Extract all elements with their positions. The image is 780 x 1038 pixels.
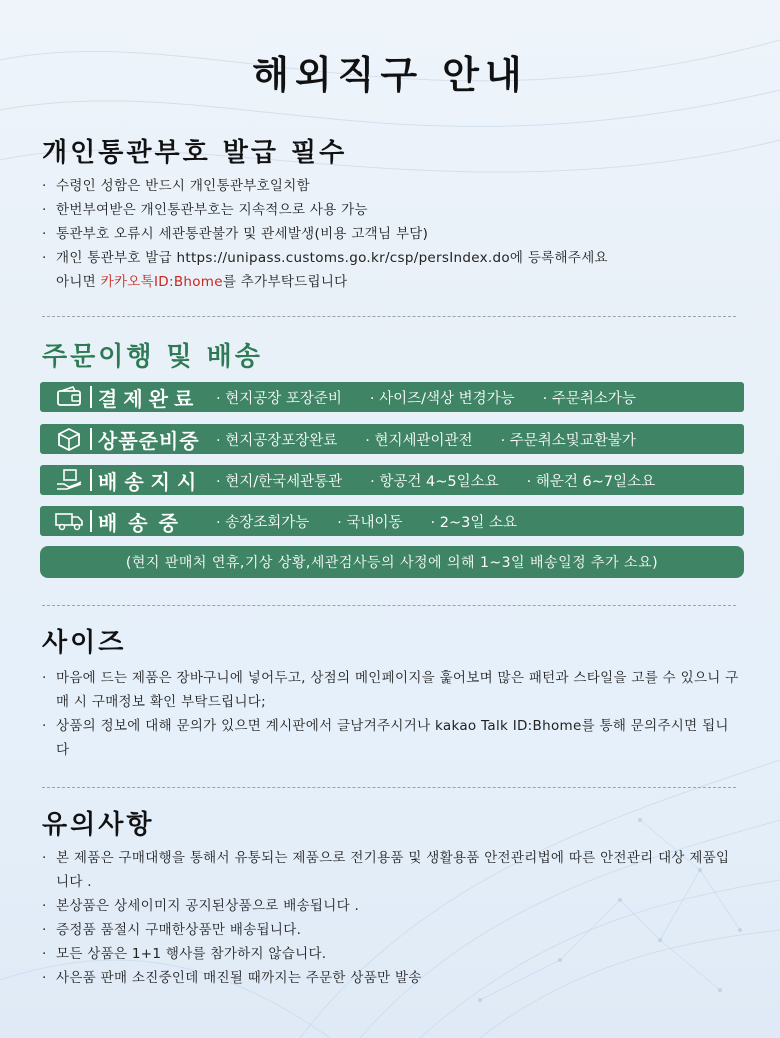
list-item: · 상품의 정보에 대해 문의가 있으면 계시판에서 글남겨주시거나 kakao Talk ID:Bhome를 통해 문의주시면 됩니다 [42,718,729,758]
notice-bullets [42,846,742,990]
separator [90,428,92,450]
status-bar-preparing [40,424,744,454]
status-detail: · 해운건 6~7일소요 [526,473,656,490]
status-detail: · 현지공장 포장준비 [216,390,342,407]
separator [90,469,92,491]
status-title: 상품준비중 [98,428,200,453]
list-item: · 한번부여받은 개인통관부호는 지속적으로 사용 가능 [42,202,368,218]
status-bar-payment-complete [40,382,744,412]
status-detail: · 주문취소및교환불가 [500,432,636,449]
list-item: · 수령인 성함은 반드시 개인통관부호일치함 [42,178,310,194]
section-customs-code-heading: 개인통관부호 발급 필수 [42,138,348,168]
status-detail: · 현지세관이관전 [365,432,473,449]
kakao-id-text: 카카오톡ID:Bhome [100,274,223,290]
status-detail: · 2~3일 소요 [430,514,517,531]
status-bar-in-transit [40,506,744,536]
status-title: 결제완료 [98,386,200,411]
list-item: · 본상품은 상세이미지 공지된상품으로 배송됩니다 . [42,898,360,914]
divider [42,605,736,606]
list-item: · 모든 상품은 1+1 행사를 참가하지 않습니다. [42,946,327,962]
divider [42,787,736,788]
separator [90,510,92,532]
customs-code-bullets [42,174,742,294]
status-bar-shipping-order [40,465,744,495]
list-item: · 본 제품은 구매대행을 통해서 유통되는 제품으로 전기용품 및 생활용품 안전관리법에 따른 안전관리 대상 제품입니다 . [42,850,730,890]
list-item: · 마음에 드는 제품은 장바구니에 넣어두고, 상점의 메인페이지을 훑어보며 많은 패턴과 스타일을 고를 수 있으니 구매 시 구매정보 확인 부탁드립니다; [42,670,739,710]
hand-box-icon [52,468,86,492]
status-detail: · 현지/한국세관통관 [216,473,343,490]
list-item: · 사은품 판매 소진중인데 매진될 때까지는 주문한 상품만 발송 [42,970,422,986]
status-title: 배 송 중 [98,510,180,535]
status-detail: · 국내이동 [337,514,403,531]
size-bullets [42,666,742,762]
divider [42,316,736,317]
list-item: · 통관부호 오류시 세관통관불가 및 관세발생(비용 고객님 부담) [42,226,429,242]
status-detail: · 사이즈/색상 변경가능 [369,390,515,407]
status-title: 배송지시 [98,469,204,494]
box-icon [52,427,86,451]
wallet-icon [52,385,86,409]
page-title: 해외직구 안내 [252,52,528,97]
list-item: · 개인 통관부호 발급 https://unipass.customs.go.kr/csp/persIndex.do에 등록해주세요 아니면 카카오톡ID:Bhome를 추가부탁드립니다 [42,250,608,290]
separator [90,386,92,408]
list-item: · 증정품 품절시 구매한상품만 배송됩니다. [42,922,302,938]
section-notice-heading: 유의사항 [42,810,155,840]
status-detail: · 주문취소가능 [542,390,636,407]
status-detail: · 현지공장포장완료 [216,432,338,449]
status-detail: · 항공건 4~5일소요 [370,473,499,490]
section-size-heading: 사이즈 [42,628,127,658]
shipping-delay-note: (현지 판매처 연휴,기상 상황,세관검사등의 사정에 의해 1~3일 배송일정 추가 소요) [40,546,744,578]
section-order-shipping-heading: 주문이행 및 배송 [42,342,263,372]
status-detail: · 송장조회가능 [216,514,310,531]
truck-icon [52,509,86,533]
